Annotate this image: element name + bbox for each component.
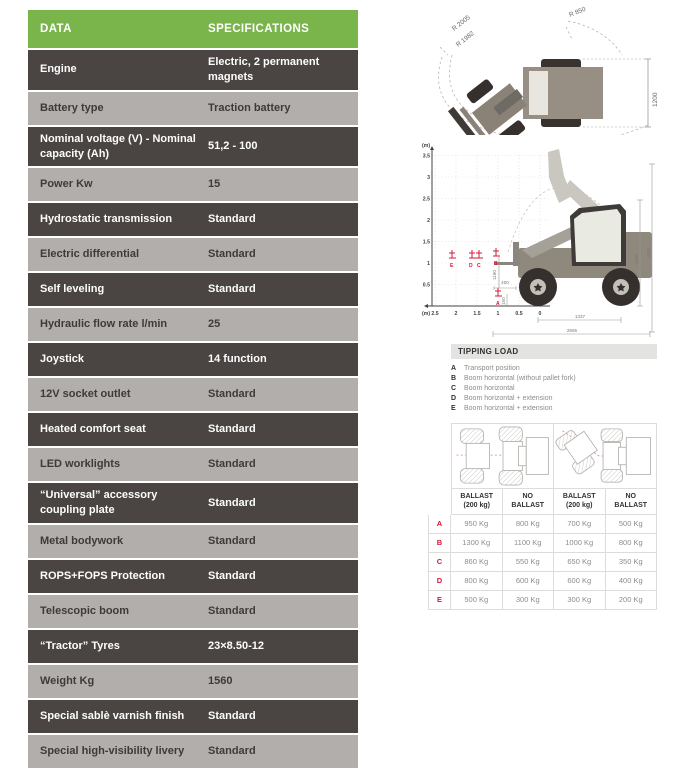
spec-label: Telescopic boom — [40, 605, 130, 618]
side-dimension-svg — [420, 136, 684, 340]
tipping-table — [428, 423, 657, 610]
dim-overall-height: 2980 — [646, 247, 651, 258]
svg-text:1.5: 1.5 — [473, 311, 481, 317]
spec-value: Standard — [208, 745, 256, 758]
spec-row — [28, 735, 358, 768]
col-header-ballast-2: BALLAST (200 kg) — [554, 489, 606, 515]
tipping-value: 200 Kg — [606, 591, 658, 610]
tipping-value: 800 Kg — [606, 534, 658, 553]
r850-label: R 850 — [568, 5, 587, 19]
spec-row — [28, 203, 358, 236]
spec-value: Standard — [208, 496, 256, 509]
tipping-value: 400 Kg — [606, 572, 658, 591]
spec-row — [28, 127, 358, 167]
legend-key: B — [451, 375, 457, 382]
marker-label-d: D — [469, 263, 473, 269]
tipping-value: 300 Kg — [503, 591, 555, 610]
spec-row — [28, 448, 358, 481]
spec-row — [28, 343, 358, 376]
dim-wheelbase: 1337 — [574, 314, 586, 319]
tipping-row-key: B — [428, 534, 451, 553]
tipping-value: 500 Kg — [451, 591, 503, 610]
spec-value: Standard — [208, 213, 256, 226]
tipping-value: 300 Kg — [554, 591, 606, 610]
r2005-label: R 2005 — [450, 14, 472, 33]
y-unit-label: (m) — [422, 143, 431, 149]
tipping-value: 650 Kg — [554, 553, 606, 572]
legend-text: Boom horizontal + extension — [464, 405, 553, 412]
spec-label: Metal bodywork — [40, 535, 124, 548]
legend-row — [451, 394, 657, 404]
legend-text: Boom horizontal — [464, 385, 515, 392]
spec-label: Heated comfort seat — [40, 423, 146, 436]
spec-row — [28, 50, 358, 90]
spec-row — [28, 273, 358, 306]
tipping-row-key: D — [428, 572, 451, 591]
spec-row — [28, 308, 358, 341]
spec-value: Standard — [208, 388, 256, 401]
tipping-load-section — [428, 344, 657, 610]
legend-key: A — [451, 365, 457, 372]
legend-row — [451, 404, 657, 414]
legend-row — [451, 384, 657, 394]
svg-text:1.5: 1.5 — [422, 239, 430, 246]
spec-row — [28, 665, 358, 698]
spec-row — [28, 630, 358, 663]
dim-length: 2565 — [566, 328, 578, 333]
spec-label: ROPS+FOPS Protection — [40, 570, 165, 583]
tipping-value: 800 Kg — [503, 515, 555, 534]
spec-value: Standard — [208, 710, 256, 723]
spec-value: Standard — [208, 535, 256, 548]
svg-text:1: 1 — [496, 311, 500, 317]
spec-value: 25 — [208, 318, 221, 331]
spec-row — [28, 525, 358, 558]
legend-row — [451, 364, 657, 374]
spec-label: 12V socket outlet — [40, 388, 131, 401]
legend-text: Boom horizontal + extension — [464, 395, 553, 402]
legend-key: D — [451, 395, 457, 402]
tipping-value: 600 Kg — [554, 572, 606, 591]
spec-value: Standard — [208, 283, 256, 296]
y-tick-labels — [423, 154, 430, 289]
svg-text:1: 1 — [427, 261, 430, 267]
machine-side-view — [494, 204, 652, 306]
spec-label: Special high-visibility livery — [40, 745, 185, 758]
spec-label: Power Kw — [40, 178, 93, 191]
x-unit-label: (m) — [422, 311, 431, 317]
tipping-value: 1300 Kg — [451, 534, 503, 553]
tipping-top-view-straight — [451, 423, 554, 489]
svg-text:0: 0 — [538, 311, 542, 317]
machine-rear-top-view — [523, 59, 603, 127]
spec-value: 51,2 - 100 — [208, 140, 258, 153]
tipping-row-key: C — [428, 553, 451, 572]
spec-row — [28, 483, 358, 523]
svg-text:0.5: 0.5 — [422, 282, 430, 289]
svg-text:3.5: 3.5 — [422, 153, 430, 160]
dim-cab-height: 2480 — [634, 253, 639, 264]
dim-pivot-height: 1190 — [492, 270, 497, 280]
spec-value: 14 function — [208, 353, 267, 366]
spec-row — [28, 595, 358, 628]
legend-key: C — [451, 385, 457, 392]
tipping-value: 500 Kg — [606, 515, 658, 534]
tipping-value: 800 Kg — [451, 572, 503, 591]
dim-fork: 400 — [501, 280, 509, 285]
tipping-value: 600 Kg — [503, 572, 555, 591]
spec-value: 15 — [208, 178, 221, 191]
spec-row — [28, 378, 358, 411]
header-specifications: SPECIFICATIONS — [208, 23, 310, 35]
col-header-ballast-1: BALLAST (200 kg) — [451, 489, 503, 515]
r1982-label: R 1982 — [454, 30, 476, 49]
spec-value: Traction battery — [208, 101, 291, 114]
legend-text: Boom horizontal (without pallet fork) — [464, 375, 576, 382]
x-tick-labels — [431, 311, 541, 317]
spec-label: Electric differential — [40, 248, 140, 261]
spacer-cell — [428, 489, 451, 515]
svg-text:2: 2 — [454, 311, 458, 317]
spec-row — [28, 413, 358, 446]
marker-label-e: E — [450, 263, 454, 269]
legend-key: E — [451, 405, 456, 412]
spec-row — [28, 700, 358, 733]
legend-text: Transport position — [464, 365, 520, 372]
spec-label: Special sablè varnish finish — [40, 710, 185, 723]
spec-value: 1560 — [208, 675, 233, 688]
tipping-value: 860 Kg — [451, 553, 503, 572]
spec-label: Self leveling — [40, 283, 105, 296]
spec-value: Standard — [208, 570, 256, 583]
spec-row — [28, 92, 358, 125]
svg-text:2.5: 2.5 — [431, 311, 439, 317]
spacer-cell — [428, 423, 451, 489]
marker-label-b: B — [494, 261, 498, 267]
specifications-table — [28, 10, 358, 768]
legend-row — [451, 374, 657, 384]
spec-value: Electric, 2 permanent magnets — [208, 56, 320, 83]
spec-label: “Tractor” Tyres — [40, 640, 120, 653]
tipping-value: 550 Kg — [503, 553, 555, 572]
marker-label-a: A — [496, 301, 500, 307]
dim-clearance: 150 — [501, 297, 506, 305]
svg-text:2: 2 — [427, 218, 430, 224]
spec-value: 23×8.50-12 — [208, 640, 264, 653]
svg-text:3: 3 — [427, 175, 430, 181]
spec-label: LED worklights — [40, 458, 121, 471]
side-dimension-diagram — [420, 136, 684, 345]
marker-label-c: C — [477, 263, 481, 269]
svg-text:0.5: 0.5 — [515, 311, 523, 317]
tipping-row-key: E — [428, 591, 451, 610]
tipping-row-key: A — [428, 515, 451, 534]
dim-1200-label: 1200 — [652, 92, 659, 107]
spec-label: Hydrostatic transmission — [40, 213, 173, 226]
spec-label: Hydraulic flow rate l/min — [40, 318, 168, 331]
spec-label: Joystick — [40, 353, 85, 366]
svg-text:2.5: 2.5 — [422, 196, 430, 203]
spec-label: Engine — [40, 63, 77, 76]
spec-value: Standard — [208, 423, 256, 436]
tipping-value: 1000 Kg — [554, 534, 606, 553]
header-data: DATA — [40, 23, 72, 35]
spec-row — [28, 560, 358, 593]
tipping-top-view-articulated — [554, 423, 657, 489]
turning-radius-svg — [420, 5, 678, 135]
spec-value: Standard — [208, 248, 256, 261]
col-header-noballast-1: NO BALLAST — [503, 489, 555, 515]
spec-value: Standard — [208, 605, 256, 618]
tipping-value: 700 Kg — [554, 515, 606, 534]
spec-value: Standard — [208, 458, 256, 471]
tipping-value: 950 Kg — [451, 515, 503, 534]
tipping-legend — [451, 364, 657, 414]
spec-row — [28, 238, 358, 271]
spec-label: Battery type — [40, 101, 104, 114]
spec-label: “Universal” accessory coupling plate — [40, 489, 158, 517]
spec-table-header — [28, 10, 358, 48]
tipping-value: 350 Kg — [606, 553, 658, 572]
tipping-value: 1100 Kg — [503, 534, 555, 553]
col-header-noballast-2: NO BALLAST — [606, 489, 658, 515]
spec-label: Weight Kg — [40, 675, 95, 688]
tipping-load-title: TIPPING LOAD — [451, 344, 657, 359]
turning-radius-diagram — [420, 5, 678, 140]
spec-label: Nominal voltage (V) - Nominal capacity (Ah) — [40, 132, 196, 160]
spec-row — [28, 168, 358, 201]
